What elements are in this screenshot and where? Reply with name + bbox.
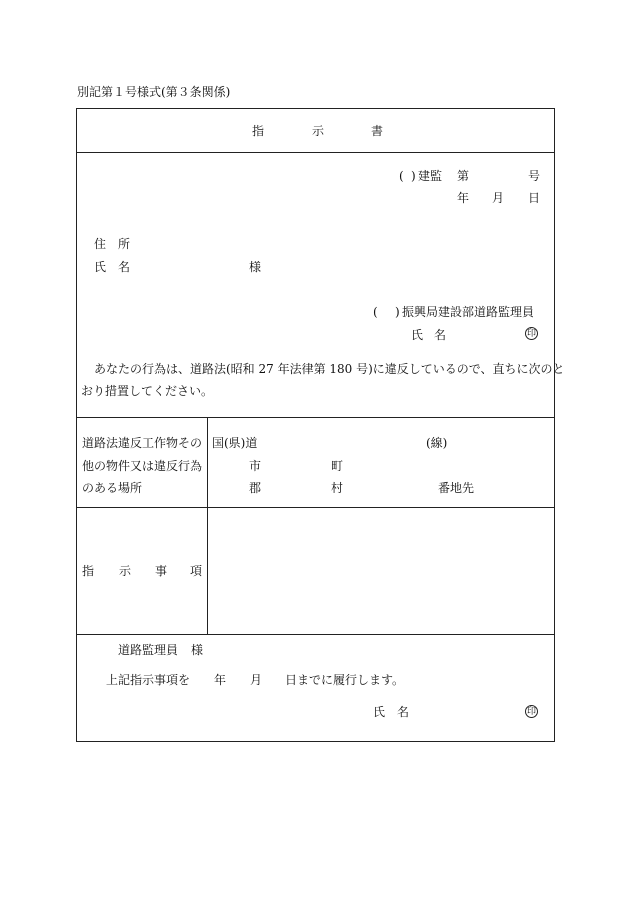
notice-line-1: あなたの行為は、道路法(昭和 27 年法律第 180 号)に違反しているので、直ちに次のと — [94, 362, 565, 376]
location-divider — [77, 507, 554, 508]
title-char-2: 示 — [312, 124, 325, 138]
issue-bureau: 建監 — [418, 169, 443, 183]
address-label-2: 所 — [118, 237, 131, 251]
label-column-divider — [207, 417, 208, 634]
addressee-sama: 様 — [249, 260, 262, 274]
issuer-paren-open: ( — [373, 305, 378, 319]
road-prefix: 国(県)道 — [212, 436, 258, 450]
issue-go: 号 — [528, 169, 541, 183]
matters-label-3: 事 — [155, 564, 168, 578]
matters-label-2: 示 — [119, 564, 132, 578]
reply-month: 月 — [250, 673, 263, 687]
reply-text-suffix: 日までに履行します。 — [285, 673, 405, 687]
seal-mark-issuer: 印 — [526, 329, 536, 339]
location-city: 市 — [249, 459, 262, 473]
notice-divider — [77, 417, 554, 418]
reply-text-prefix: 上記指示事項を — [106, 673, 191, 687]
issuer-paren-close: ) — [395, 305, 400, 319]
name-label-2: 名 — [118, 260, 131, 274]
reply-name-label-2: 名 — [397, 705, 410, 719]
location-county: 郡 — [249, 481, 262, 495]
issue-day: 日 — [528, 191, 541, 205]
issue-paren-close: ) — [411, 169, 416, 183]
address-label-1: 住 — [94, 237, 107, 251]
notice-line-2: おり措置してください。 — [81, 384, 214, 398]
title-char-3: 書 — [371, 124, 384, 138]
issue-year: 年 — [457, 191, 470, 205]
location-label-line-2: 他の物件又は違反行為 — [82, 459, 203, 473]
instruction-form — [76, 108, 565, 742]
issue-paren-open: ( — [399, 169, 404, 183]
form-number: 別記第１号様式(第３条関係) — [77, 85, 231, 99]
matters-label-4: 項 — [190, 564, 203, 578]
title-divider — [77, 152, 554, 153]
name-label-1: 氏 — [94, 260, 107, 274]
matters-divider — [77, 634, 554, 635]
reply-sama: 様 — [191, 643, 204, 657]
location-village: 村 — [331, 481, 344, 495]
location-town: 町 — [331, 459, 344, 473]
location-address-tail: 番地先 — [438, 481, 475, 495]
matters-label-1: 指 — [82, 564, 95, 578]
reply-to: 道路監理員 — [118, 643, 179, 657]
reply-name-label-1: 氏 — [373, 705, 386, 719]
title-char-1: 指 — [252, 124, 265, 138]
issue-dai: 第 — [457, 169, 470, 183]
issuer-office: 振興局建設部道路監理員 — [402, 305, 535, 319]
seal-mark-reply: 印 — [526, 707, 536, 717]
issuer-name-label-2: 名 — [434, 328, 447, 342]
road-line-suffix: (線) — [426, 436, 448, 450]
location-label-line-1: 道路法違反工作物その — [82, 436, 203, 450]
issuer-name-label-1: 氏 — [411, 328, 424, 342]
issue-month: 月 — [492, 191, 505, 205]
reply-year: 年 — [214, 673, 227, 687]
location-label-line-3: のある場所 — [82, 481, 143, 495]
